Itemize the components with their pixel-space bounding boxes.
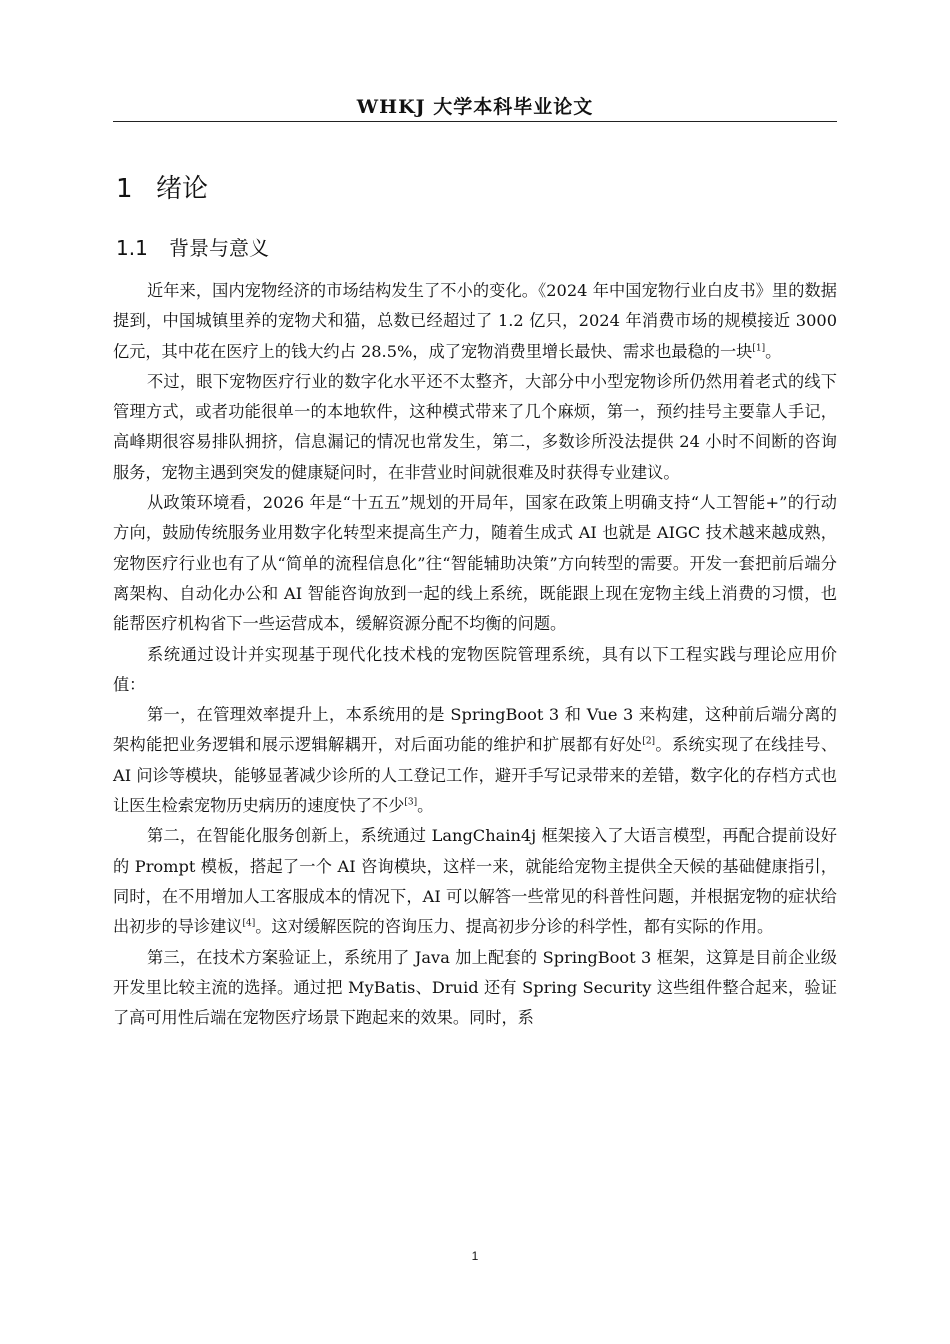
paragraph-text: 第二，在智能化服务创新上，系统通过 LangChain4j 框架接入了大语言模型，再配合提前设好的 Prompt 模板，搭起了一个 AI 咨询模块，这样一来，就能给宠物主提供全天候的基础健康指引，同时，在不用增加人工客服成本的情况下，AI 可以解答一些常见的科普性问题，并根据宠物的症状给出初步的导诊建议 <box>113 826 837 937</box>
paragraph-tail: 。 <box>417 796 434 816</box>
paragraph <box>113 943 837 1034</box>
paragraph-text: 第一，在管理效率提升上，本系统用的是 SpringBoot 3 和 Vue 3 来构建，这种前后端分离的架构能把业务逻辑和展示逻辑解耦开，对后面功能的维护和扩展都有好处 <box>113 705 837 755</box>
paragraph-text: 从政策环境看，2026 年是“十五五”规划的开局年，国家在政策上明确支持“人工智能+”的行动方向，鼓励传统服务业用数字化转型来提高生产力，随着生成式 AI 也就是 AIGC 技术越来越成熟，宠物医疗行业也有了从“简单的流程信息化”往“智能辅助决策”方向转型的需要。开发一套把前后端分离架构、自动化办公和 AI 智能咨询放到一起的线上系统，既能跟上现在宠物主线上消费的习惯，也能帮医疗机构省下一些运营成本，缓解资源分配不均衡的问题。 <box>113 493 837 634</box>
paragraph-tail: 。系统实现了在线挂号、AI 问诊等模块，能够显著减少诊所的人工登记工作，避开手写记录带来的差错，数字化的存档方式也让医生检索宠物历史病历的速度快了不少 <box>113 735 838 816</box>
paragraph <box>113 700 837 821</box>
paragraph-tail: 。 <box>765 341 782 361</box>
paragraph <box>113 367 837 488</box>
citation: [4] <box>242 918 256 929</box>
chapter-heading <box>116 168 208 205</box>
paragraph-text: 第三，在技术方案验证上，系统用了 Java 加上配套的 SpringBoot 3 框架，这算是目前企业级开发里比较主流的选择。通过把 MyBatis、Druid 还有 Spring Security 这些组件整合起来，验证了高可用性后端在宠物医疗场景下跑起来的效果。同时，系 <box>113 947 837 1028</box>
chapter-number: 1 <box>116 174 133 204</box>
citation: [2] <box>642 737 656 748</box>
header-rule <box>113 121 837 122</box>
section-heading <box>116 232 269 261</box>
section-title: 背景与意义 <box>169 236 269 260</box>
citation: [3] <box>404 797 418 808</box>
citation: [1] <box>752 343 766 354</box>
paragraph-tail: 。这对缓解医院的咨询压力、提高初步分诊的科学性，都有实际的作用。 <box>255 917 774 937</box>
paragraph <box>113 488 837 639</box>
body-text <box>113 276 837 1033</box>
paragraph-text: 近年来，国内宠物经济的市场结构发生了不小的变化。《2024 年中国宠物行业白皮书》里的数据提到，中国城镇里养的宠物犬和猫，总数已经超过了 1.2 亿只，2024 年消费市场的规模接近 3000 亿元，其中花在医疗上的钱大约占 28.5%，成了宠物消费里增长最快、需求也最稳的一块 <box>113 281 837 361</box>
page-number: 1 <box>471 1249 479 1263</box>
paragraph <box>113 640 837 701</box>
chapter-title: 绪论 <box>156 174 209 204</box>
paragraph <box>113 276 837 367</box>
section-number: 1.1 <box>116 236 148 260</box>
running-header: WHKJ 大学本科毕业论文 <box>356 96 594 118</box>
paragraph-text: 不过，眼下宠物医疗行业的数字化水平还不太整齐，大部分中小型宠物诊所仍然用着老式的线下管理方式，或者功能很单一的本地软件，这种模式带来了几个麻烦，第一，预约挂号主要靠人手记，高峰期很容易排队拥挤，信息漏记的情况也常发生，第二，多数诊所没法提供 24 小时不间断的咨询服务，宠物主遇到突发的健康疑问时，在非营业时间就很难及时获得专业建议。 <box>113 371 837 482</box>
paragraph <box>113 821 837 942</box>
paragraph-text: 系统通过设计并实现基于现代化技术栈的宠物医院管理系统，具有以下工程实践与理论应用价值： <box>113 644 837 694</box>
